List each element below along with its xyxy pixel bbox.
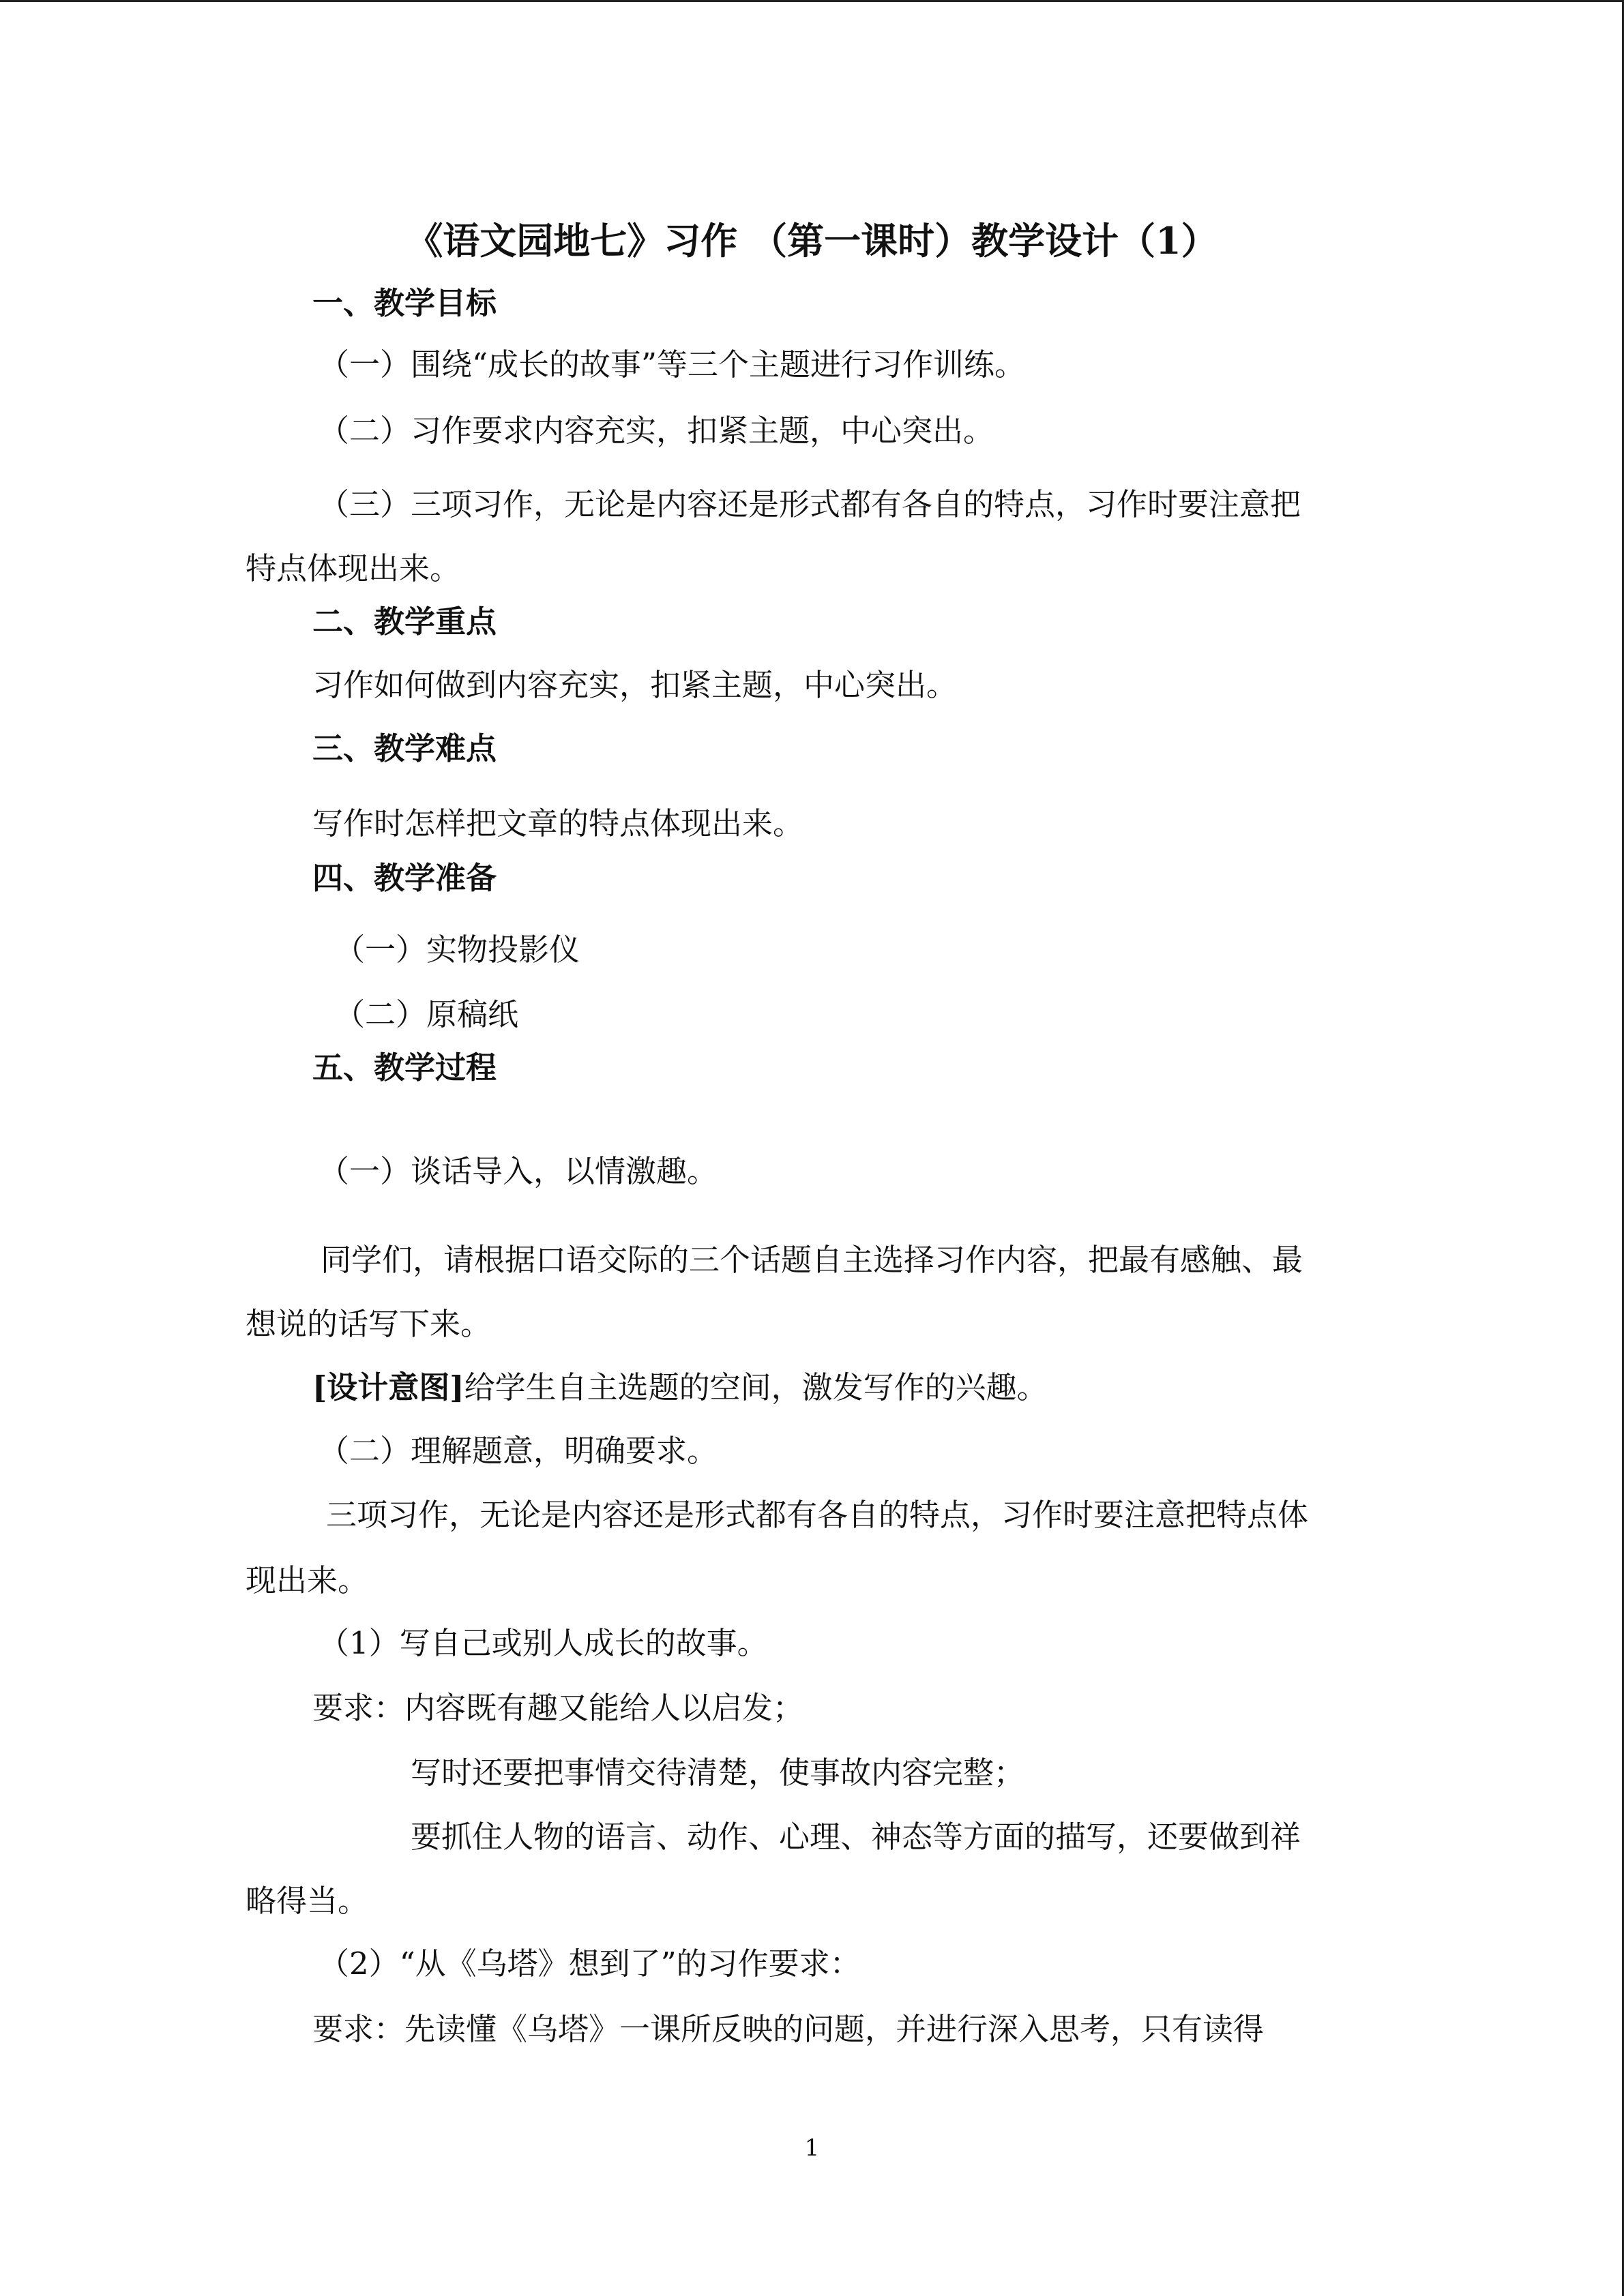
goal-item-3-line-2: 特点体现出来。 — [246, 550, 461, 586]
section-heading-process: 五、教学过程 — [312, 1049, 497, 1086]
difficulty-text: 写作时怎样把文章的特点体现出来。 — [312, 805, 804, 841]
preparation-item-2: （二）原稿纸 — [334, 996, 519, 1032]
design-intent — [312, 1367, 1048, 1408]
goal-item-1: （一）围绕“成长的故事”等三个主题进行习作训练。 — [319, 346, 1026, 383]
topic-1-requirement-1: 要求：内容既有趣又能给人以启发； — [312, 1690, 804, 1726]
topic-1-title: （1）写自己或别人成长的故事。 — [319, 1625, 768, 1661]
topic-2-requirement-1: 要求：先读懂《乌塔》一课所反映的问题，并进行深入思考，只有读得 — [312, 2011, 1265, 2047]
section-heading-difficulties: 三、教学难点 — [312, 730, 497, 766]
page-number: 1 — [804, 2134, 820, 2162]
section-heading-goals: 一、教学目标 — [312, 285, 497, 321]
process-step-1-text-line-1: 同学们，请根据口语交际的三个话题自主选择习作内容，把最有感触、最 — [321, 1242, 1303, 1278]
topic-1-requirement-3-line-1: 要抓住人物的语言、动作、心理、神态等方面的描写，还要做到祥 — [411, 1819, 1301, 1855]
process-step-2-text-line-2: 现出来。 — [246, 1562, 369, 1598]
key-point-text: 习作如何做到内容充实，扣紧主题，中心突出。 — [312, 667, 958, 703]
document-title: 《语文园地七》习作 （第一课时）教学设计（1） — [406, 219, 1218, 263]
section-heading-preparation: 四、教学准备 — [312, 860, 497, 896]
design-intent-text: 给学生自主选题的空间，激发写作的兴趣。 — [464, 1369, 1048, 1405]
topic-1-requirement-3-line-2: 略得当。 — [246, 1883, 369, 1919]
goal-item-2: （二）习作要求内容充实，扣紧主题，中心突出。 — [319, 413, 994, 449]
section-heading-key-points: 二、教学重点 — [312, 603, 497, 640]
design-intent-label: [设计意图] — [312, 1369, 464, 1405]
page-border-top — [0, 0, 1624, 2]
topic-2-title: （2）“从《乌塔》想到了”的习作要求： — [319, 1945, 861, 1982]
process-step-1: （一）谈话导入，以情激趣。 — [319, 1153, 718, 1189]
preparation-item-1: （一）实物投影仪 — [334, 931, 580, 968]
goal-item-3-line-1: （三）三项习作，无论是内容还是形式都有各自的特点，习作时要注意把 — [319, 486, 1301, 522]
process-step-1-text-line-2: 想说的话写下来。 — [246, 1306, 492, 1342]
process-step-2: （二）理解题意，明确要求。 — [319, 1433, 718, 1469]
process-step-2-text-line-1: 三项习作，无论是内容还是形式都有各自的特点，习作时要注意把特点体 — [326, 1497, 1309, 1533]
topic-1-requirement-2: 写时还要把事情交待清楚，使事故内容完整； — [411, 1755, 1025, 1791]
